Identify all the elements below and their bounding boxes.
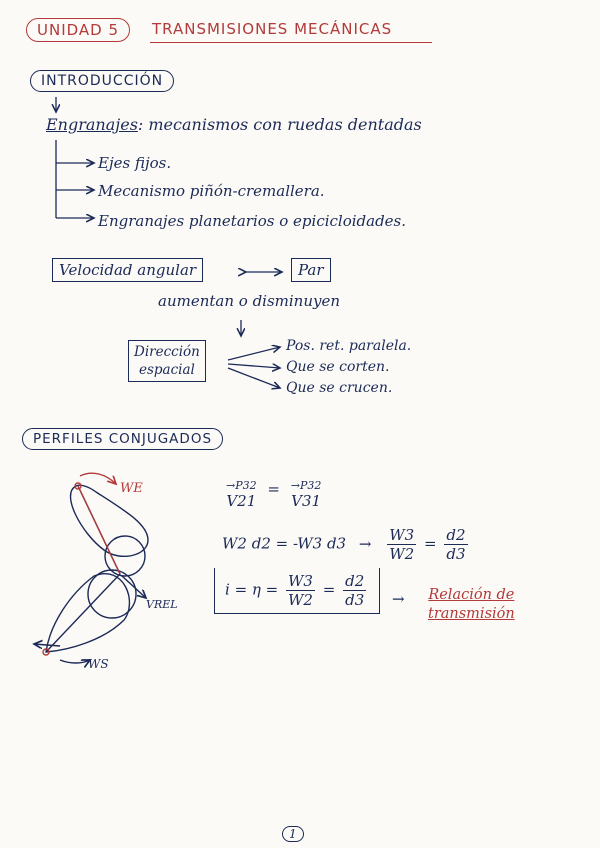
eq3-num2: d2 [345, 572, 365, 590]
angular-equation [222, 526, 471, 563]
list-item: Ejes fijos. [98, 154, 172, 172]
velocity-equation: →P32 V21 = →P32 V31 [226, 479, 322, 510]
eq2-equals: = [424, 534, 437, 553]
eq3-equals: = [322, 580, 336, 599]
eq1-lhs: V21 [226, 492, 257, 510]
transmission-ratio-label [428, 586, 515, 624]
increase-decrease-note: aumentan o disminuyen [158, 292, 341, 310]
direction-line-2: espacial [139, 362, 195, 378]
eq2-num1: W3 [389, 526, 415, 544]
eq2-lhs: W2 d2 = -W3 d3 [222, 534, 347, 553]
eq1-rhs: V31 [291, 492, 322, 510]
page-number: 1 [282, 826, 304, 842]
eq3-lhs: i = η = [225, 580, 279, 599]
torque-box: Par [291, 258, 331, 282]
ws-label: WS [88, 657, 109, 671]
eq2-num2: d2 [446, 526, 466, 544]
lower-cam [46, 574, 129, 652]
gears-definition-text: : mecanismos con ruedas dentadas [137, 115, 422, 134]
eq3-arrow: → [392, 590, 405, 608]
we-label: WE [120, 481, 143, 496]
eq3-den2: d3 [345, 591, 365, 609]
eq1-rhs-sup: P32 [299, 479, 322, 492]
list-item: Engranajes planetarios o epicicloidades. [98, 212, 407, 230]
eq2-arrow: → [358, 534, 372, 553]
eq3-den1: W2 [288, 591, 313, 609]
eq1-equals: = [267, 480, 280, 498]
transmission-ratio-box [214, 568, 380, 614]
direction-item: Que se corten. [286, 359, 390, 375]
eq2-den2: d3 [446, 545, 466, 563]
direction-item: Que se crucen. [286, 380, 393, 396]
gears-term: Engranajes [46, 115, 138, 134]
eq3-num1: W3 [288, 572, 313, 590]
angular-velocity-box: Velocidad angular [52, 258, 203, 282]
direction-line-1: Dirección [134, 344, 200, 360]
profiles-heading-label: PERFILES CONJUGADOS [33, 431, 213, 447]
relation-line-2: transmisión [428, 606, 515, 622]
conjugate-profiles-diagram [20, 464, 200, 684]
eq1-lhs-sup: P32 [235, 479, 257, 492]
unit-label: UNIDAD 5 [37, 21, 120, 39]
vrel-label: VREL [146, 598, 178, 611]
list-item: Mecanismo piñón-cremallera. [98, 182, 325, 200]
eq2-den1: W2 [389, 545, 415, 563]
direction-item: Pos. ret. paralela. [286, 338, 412, 354]
intro-heading-label: INTRODUCCIÓN [41, 73, 164, 89]
relation-line-1: Relación de [428, 587, 515, 603]
page-title: TRANSMISIONES MECÁNICAS [152, 20, 393, 38]
